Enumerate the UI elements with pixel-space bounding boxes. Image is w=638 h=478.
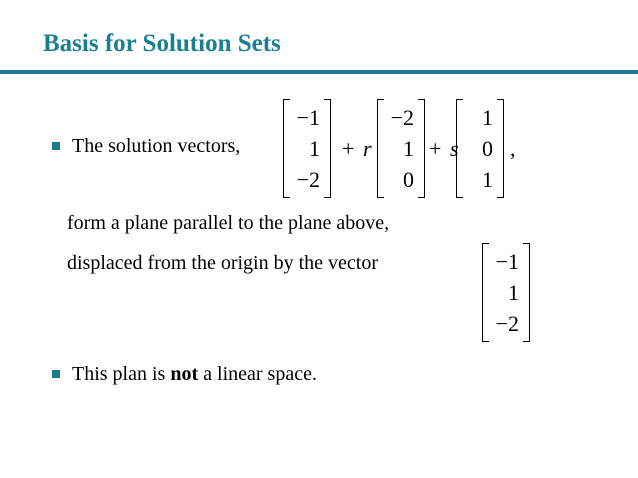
plus-sign: + <box>429 136 442 161</box>
title-divider <box>0 70 638 74</box>
vector-b <box>377 99 425 198</box>
bullet2-after: a linear space. <box>203 363 317 385</box>
vector-b-entry: −2 <box>390 105 414 130</box>
vector-b-entry: 0 <box>403 167 414 192</box>
vector-d-right-bracket <box>523 243 530 342</box>
coefficient-r: r <box>363 136 372 161</box>
vector-c-left-bracket <box>456 99 463 198</box>
vector-a-entry: 1 <box>309 136 320 161</box>
coefficient-s: s <box>450 136 459 161</box>
vector-d <box>482 243 530 342</box>
vector-a-entry: −2 <box>296 167 320 192</box>
bullet2-before: This plan is <box>72 363 166 385</box>
vector-a <box>283 99 331 198</box>
vector-c-right-bracket <box>497 99 504 198</box>
vector-a-entry: −1 <box>296 105 320 130</box>
bullet2-emphasis: not <box>170 363 199 385</box>
vector-c <box>456 99 504 198</box>
vector-b-left-bracket <box>377 99 384 198</box>
vector-d-entry: −2 <box>495 311 519 336</box>
vector-d-left-bracket <box>482 243 489 342</box>
vector-b-right-bracket <box>418 99 425 198</box>
vector-c-entry: 1 <box>482 167 493 192</box>
bullet-marker <box>52 370 60 378</box>
vector-a-right-bracket <box>324 99 331 198</box>
vector-d-entry: −1 <box>495 249 519 274</box>
vector-a-left-bracket <box>283 99 290 198</box>
line-plane-parallel: form a plane parallel to the plane above, <box>67 212 390 234</box>
plus-sign: + <box>342 136 355 161</box>
line-displaced: displaced from the origin by the vector <box>67 252 379 274</box>
bullet1-text: The solution vectors, <box>72 135 241 157</box>
vector-b-entry: 1 <box>403 136 414 161</box>
vector-d-entry: 1 <box>508 280 519 305</box>
vector-c-entry: 1 <box>482 105 493 130</box>
vector-c-entry: 0 <box>482 136 493 161</box>
slide-title: Basis for Solution Sets <box>43 30 281 57</box>
bullet-marker <box>52 142 60 150</box>
trailing-comma: , <box>510 136 516 161</box>
bullet2-text <box>72 364 317 384</box>
